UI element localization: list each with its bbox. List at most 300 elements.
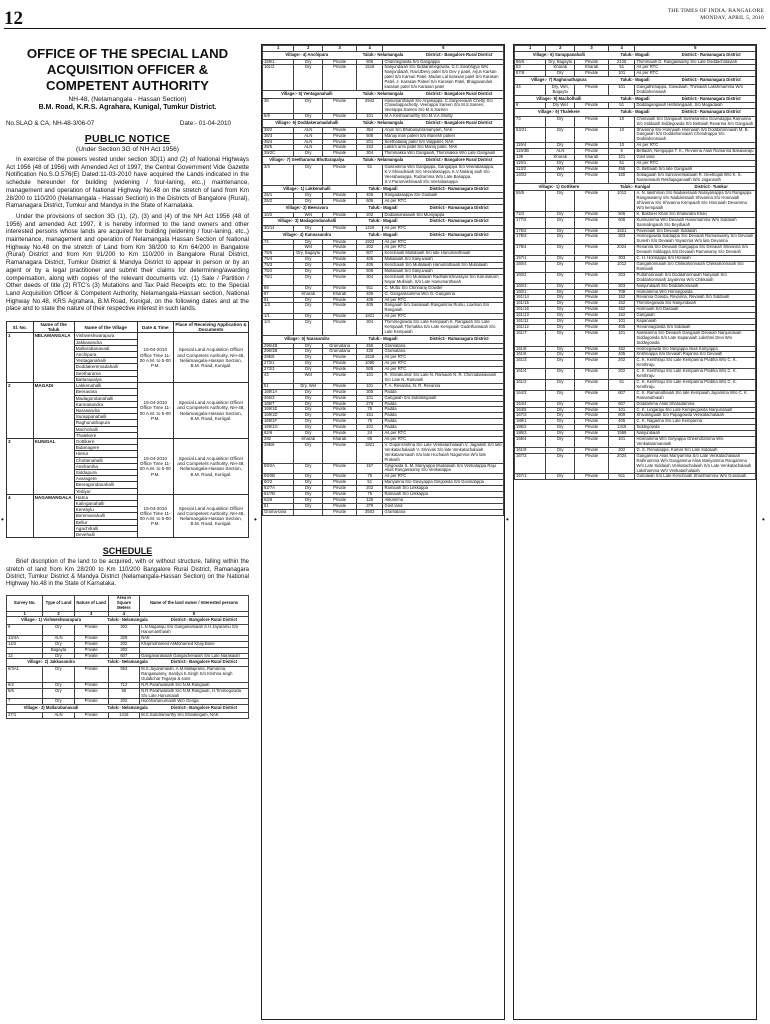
land-nature: Gramatana	[323, 343, 357, 349]
survey-number: 167/3	[515, 413, 546, 419]
village-group-header	[263, 157, 504, 165]
group-district: District:- Ramanagara District	[681, 77, 741, 83]
office-title	[6, 46, 249, 94]
land-nature: Private	[323, 226, 357, 232]
land-nature: Private	[575, 245, 609, 256]
land-type: Dry, Wet, Bagaytu	[546, 84, 575, 95]
survey-number: 62/7B	[263, 492, 294, 498]
survey-row	[7, 625, 249, 636]
survey-number: 75/2	[263, 269, 294, 275]
land-area: 506	[356, 269, 383, 275]
land-area: 126	[356, 497, 383, 503]
land-nature: Private	[575, 228, 609, 234]
survey-row	[515, 191, 756, 212]
land-type: Wet	[546, 166, 575, 172]
land-type: ALN	[294, 127, 323, 133]
land-nature: Private	[323, 257, 357, 263]
village-name: Hatna	[74, 494, 137, 500]
village-group-header	[263, 90, 504, 98]
owner-names: Kenchaiah S/o Mullalaiah Hanumathaiah S/o Mullalaiah	[383, 263, 504, 269]
owner-names: C. K. Ramanathaiah S/o late Kempaiah Jayamma W/o C. K. Ramanathaiah	[635, 390, 756, 401]
group-cell	[515, 183, 756, 191]
survey-number: 43	[263, 373, 294, 384]
survey-number: 1/3	[263, 303, 294, 314]
village-group-header	[263, 185, 504, 193]
land-type: Dry	[546, 272, 575, 283]
land-nature: Private	[323, 303, 357, 314]
survey-number: 157/1	[515, 256, 546, 262]
notice-date: Date:- 01-04-2010	[179, 120, 231, 127]
group-cell	[515, 77, 756, 85]
land-type: Dry	[546, 313, 575, 319]
land-type: Dry	[294, 463, 323, 474]
owner-names: Padda	[383, 425, 504, 431]
land-nature: Private	[575, 191, 609, 212]
village-group-header	[515, 109, 756, 117]
land-type: Dry	[294, 367, 323, 373]
survey-number: 266/3	[263, 395, 294, 401]
survey-number: 119/3B	[515, 149, 546, 155]
land-nature: Private	[323, 251, 357, 257]
group-village: Village:- 6) Doddakeramadahalli	[275, 120, 339, 126]
survey-number: Grama-tana	[263, 509, 294, 515]
schedule-column-3	[513, 44, 757, 1020]
owner-names: C. H. Honnappa S/o Honaiah	[635, 256, 756, 262]
survey-number: 38/4	[263, 139, 294, 145]
group-district: District:- Ramanagara District	[681, 95, 741, 101]
survey-number: 9	[7, 625, 43, 636]
land-area: 75	[356, 474, 383, 480]
land-nature: Private	[575, 84, 609, 95]
land-type: Dry	[546, 401, 575, 407]
group-cell	[7, 705, 249, 713]
land-area: 606	[356, 199, 383, 205]
survey-number: 169/1E	[263, 407, 294, 413]
colnum-4: 4	[356, 46, 383, 52]
village-name: Beeragondanahalli	[74, 482, 137, 488]
land-nature: Private	[575, 390, 609, 401]
land-type: Dry	[546, 352, 575, 358]
owner-names: Gangathimappa, Gowdaiah, Thimaiah Lakshmamma W/o Doddahonnaiah	[635, 84, 756, 95]
survey-row	[263, 274, 504, 285]
land-area: 202	[356, 486, 383, 492]
land-type: Dry	[294, 65, 323, 91]
survey-number: 75/1	[263, 274, 294, 285]
owner-names: A. N. lakshman S/o Nadukeraiah Narayanappa S/o Rangappa Rangaswamy S/o Nadukeraiah Shivanna S/o Honnaiah Shivanna S/o Shivanna Kempaiah S/o Honnaiah Devamma W/o kempaiah	[635, 191, 756, 212]
survey-number: 38/3	[263, 133, 294, 139]
land-nature: Private	[575, 295, 609, 301]
survey-number: 161/6	[515, 352, 546, 358]
group-village: Village:- 7) Seetharama Bhuttarapalya	[269, 157, 345, 163]
survey-number: 164/4	[515, 401, 546, 407]
owner-names: As per RTC	[383, 431, 504, 437]
land-area: 201	[356, 139, 383, 145]
owner-names: Huchhahanumaiah W/o Genga	[140, 699, 249, 705]
survey-number: 296/6	[263, 442, 294, 463]
land-nature: Private	[323, 389, 357, 395]
group-village: Village:- 1) Vishweshwarapura	[20, 617, 82, 623]
land-area: 51	[356, 164, 383, 185]
land-area: 152	[608, 301, 635, 307]
land-nature: Private	[323, 297, 357, 303]
land-nature: Private	[323, 407, 357, 413]
land-area: 405	[356, 303, 383, 314]
owner-names: Padda	[383, 419, 504, 425]
land-type: Dry	[294, 59, 323, 65]
group-cell	[263, 51, 504, 59]
group-village: Village:- 1) Gottikere	[538, 183, 580, 189]
owner-names: Mullalaiah S/o Sanjuvaiah	[383, 257, 504, 263]
land-type: Dry	[294, 503, 323, 509]
survey-number: 167/1	[515, 474, 546, 480]
village-sl-no: 3	[7, 438, 34, 494]
land-nature: Gramatana	[323, 349, 357, 355]
group-district: District:- Ramanagara District	[681, 51, 741, 57]
land-area: 1569	[608, 431, 635, 437]
land-nature: Private	[74, 647, 108, 653]
land-type: Dry	[546, 234, 575, 245]
owner-names: Thimmegowda S/o Late Kempaiah K. Rangaiah S/o Late Kempaiah Thimakka S/o Late Kempaiah Gudethamaiah S/o Late Kempaiah	[383, 320, 504, 336]
owner-names: As per RTC	[383, 297, 504, 303]
land-nature: Private	[323, 245, 357, 251]
land-type: Dry	[294, 401, 323, 407]
survey-row	[515, 261, 756, 272]
group-district: District:- Ramanagara District	[429, 218, 489, 224]
village-name: Machohalli	[74, 426, 137, 432]
land-area: 157	[356, 463, 383, 474]
group-taluk: Taluk:- Nelamangala	[362, 90, 404, 96]
survey-number: 5/9	[263, 114, 294, 120]
survey-number: 14/2	[7, 641, 43, 647]
group-village: Village:- 5) Yentaganahalli	[281, 90, 333, 96]
group-taluk: Taluk:- Magadi	[368, 204, 398, 210]
survey-number: 292	[263, 437, 294, 443]
land-nature: Private	[323, 239, 357, 245]
land-type: Dry	[294, 442, 323, 463]
owner-names: Khajimohamed AliMohamed Khaji Bane	[140, 641, 249, 647]
owner-names: N.R.Parahwanath S/o N.M.Rangaiah	[140, 682, 249, 688]
survey-number: 25/2	[263, 199, 294, 205]
group-district: District:- Bangalore Rural District	[425, 120, 493, 126]
land-type: Dry	[546, 283, 575, 289]
land-area: 152	[356, 145, 383, 151]
land-nature: Private	[74, 667, 108, 683]
land-nature: Private	[575, 256, 609, 262]
group-district: District:- Ramanagara District	[429, 204, 489, 210]
village-sl-no: 4	[7, 494, 34, 537]
village-table-header	[7, 322, 249, 333]
land-type: Kharab	[546, 155, 575, 161]
group-cell	[515, 95, 756, 103]
land-area: 303	[608, 283, 635, 289]
land-nature: Private	[575, 59, 609, 65]
land-area: 304	[356, 320, 383, 336]
survey-number: 160/1	[515, 289, 546, 295]
land-nature: Private	[74, 641, 108, 647]
owner-names: Honnegowda Siddappa S/o Devaiah Ramaswamy S/o Devaiah Suresh S/o Devaiah Yayamma W/o late Devanna	[635, 234, 756, 245]
group-district: District:- Bangalore Rural District	[425, 90, 493, 96]
col-owner: Name of the land owner / Interested persons	[140, 595, 249, 611]
owner-names: C. K. Naganna S/o Late Kempanna	[635, 419, 756, 425]
land-type: Dry	[294, 389, 323, 395]
land-nature: Private	[74, 625, 108, 636]
owner-names: As per RTC	[383, 361, 504, 367]
land-area: 10	[608, 143, 635, 149]
land-nature: Private	[575, 160, 609, 166]
notice-paragraph-2: Under the provisions of section 3G (1), (2), (3) and (4) of the NH Act 1956 (48 of 1956) and amended Act 1997, it is hereby informed to the land owners and other interested persons whose lands are acquired for building (widening / four-laning, etc.,) maintenance, management and operation of Nelamangala Hassan Section of National Highway No.48 on the stretch of Land from Km 38/200 to Km 64/200 in Bangalore (Rural) District and from Km 91/200 to Km 110/200 in Bangalore Rural District, Ramanagara District, Tumkur District & Mandya District to appear in person or by an agent or by a legal practitioner and submit their claims for determining/awarding compensation, along with copies of the relevant documents viz. (1) Sale / Partition / Other deeds of title (2) RTC's (3) Mutations and Tax Paid Receipts etc. to the Special Land Acquisition Officer & Competent Authority, Nelamangala-Hassan section, National Highway No.48, KRS Agrahara, B.M.Road, Kunigal, on the following dates and at the place and to state the nature of their respective interest in such lands.	[6, 212, 249, 313]
land-nature: Private	[74, 699, 108, 705]
group-taluk: Taluk:- Magadi	[368, 231, 398, 237]
land-nature: Private	[323, 139, 357, 145]
land-type: Dry	[546, 191, 575, 212]
owner-names: Honnamma W/o Honnegowda	[635, 289, 756, 295]
survey-number: 296/4B	[263, 343, 294, 349]
land-type: Dry	[294, 226, 323, 232]
land-area: 101	[608, 71, 635, 77]
owner-names: N.R.Parahwanath S/o N.M.Rangaiah, H.Timmegowda S/o Late.Hanumaiah	[140, 688, 249, 699]
land-nature: Private	[575, 127, 609, 143]
owner-names: Chinnaiah S/o Gangaiah Sushelamma Govindappa Ramanna S/o Siddaiah Siddegowda S/o Bettaiah Revanna S/o Gangaiah	[635, 116, 756, 127]
land-area: 607	[356, 251, 383, 257]
village-name: Surappanahalli	[74, 414, 137, 420]
owner-names: Govt land	[635, 155, 756, 161]
survey-number: 161/12	[515, 324, 546, 330]
owner-names: Gangaiah	[635, 313, 756, 319]
survey-number: 119/4	[515, 143, 546, 149]
owner-names: Doddanarasaiah S/o Muniyappa	[383, 212, 504, 218]
survey-number: 59/2B	[263, 474, 294, 480]
land-nature: Kharab	[323, 437, 357, 443]
under-section: (Under Section 3G of NH Act 1956)	[76, 146, 179, 153]
group-cell	[263, 90, 504, 98]
land-type: Dry	[294, 419, 323, 425]
owner-names: As per RTC	[383, 474, 504, 480]
land-area: 66	[356, 437, 383, 443]
survey-row	[515, 380, 756, 391]
village-date-time: 15-04-2010 Office Time 11-00 A.M. to 5-00 P.M.	[137, 383, 173, 439]
land-type: Dry	[546, 369, 575, 380]
land-nature: Kharab	[575, 65, 609, 71]
survey-number: 159/1	[263, 59, 294, 65]
land-nature: Private	[323, 486, 357, 492]
colnum-5: 5	[140, 611, 249, 617]
land-area: 101	[356, 383, 383, 389]
survey-number: 189/1	[515, 419, 546, 425]
office-subtitle: NH-48, (Nelamangala - Hassan Section)	[68, 96, 187, 103]
land-area: 405	[356, 263, 383, 269]
village-name: Lakkenahalli	[74, 383, 137, 389]
survey-number: 178/4	[515, 245, 546, 256]
survey-table-col3	[514, 45, 756, 480]
land-area: 10	[608, 127, 635, 143]
survey-row	[263, 373, 504, 384]
survey-row	[7, 688, 249, 699]
land-nature: Private	[575, 166, 609, 172]
land-area: 101	[608, 319, 635, 325]
village-taluk: NELAMANGALA	[33, 333, 74, 383]
reference-number: No.SLAO & CA, NH-48-3/06-07	[6, 120, 95, 127]
land-nature: Private	[575, 380, 609, 391]
land-nature: Private	[575, 369, 609, 380]
survey-number: 39/2C	[263, 151, 294, 157]
land-area: 505	[356, 367, 383, 373]
land-nature: Private	[575, 116, 609, 127]
land-area: 1315	[608, 425, 635, 431]
owner-names: V. Gopal krishna S/o Late Venkatachalaiah V. Jagadish S/o late Venkatachalaiah V. Srinivas S/o late Venkatachalaiah Venkataramaiah S/o late Huchaiah Nagamma W/o late Prakash	[384, 442, 502, 462]
margin-dot-left: •	[1, 515, 4, 524]
group-taluk: Taluk:- Nelamangala	[362, 157, 404, 163]
survey-number: 164/5	[515, 407, 546, 413]
survey-row	[515, 245, 756, 256]
survey-row	[263, 442, 504, 463]
land-area: 160	[608, 172, 635, 183]
village-name: Gottikere	[74, 438, 137, 444]
owner-names: G. Gangarasamma W/o G. Ganganna	[383, 291, 504, 297]
survey-number: 3/3	[263, 164, 294, 185]
land-nature: Private	[575, 407, 609, 413]
col-area: Area in Square Meters	[108, 595, 139, 611]
village-sl-no: 1	[7, 333, 34, 383]
col-place: Place of Receiving Application & Documents	[175, 322, 247, 333]
owner-names: T. A. Revanna, N. R. Revanna	[383, 383, 504, 389]
land-area: 379	[356, 503, 383, 509]
masthead-paper: THE TIMES OF INDIA, BANGALORE	[667, 8, 764, 14]
village-group-header	[263, 204, 504, 212]
land-type: Wet	[294, 212, 323, 218]
survey-number: 73	[515, 116, 546, 127]
land-nature: Private	[323, 419, 357, 425]
land-nature: Private	[575, 324, 609, 330]
owner-names: M.C.Sundramurthy S/o Shivalingam, NAK	[140, 712, 249, 718]
survey-number: 6	[515, 103, 546, 109]
village-name: Mallarabanavadi	[74, 345, 137, 351]
group-cell	[263, 335, 504, 343]
owner-names: As per RTC	[383, 199, 504, 205]
owner-names: Akkamma	[383, 497, 504, 503]
land-area: 1080	[356, 361, 383, 367]
masthead-date: MONDAY, APRIL 5, 2010	[700, 14, 764, 21]
land-area: 911	[608, 474, 635, 480]
land-type: Dry	[294, 395, 323, 401]
colnum-3: 3	[323, 46, 357, 52]
colnum-1: 1	[7, 611, 43, 617]
group-cell	[263, 157, 504, 165]
land-type: Dry	[546, 437, 575, 448]
survey-number: 161/4	[515, 369, 546, 380]
survey-number: 169/1F	[263, 419, 294, 425]
land-nature: Private	[575, 217, 609, 228]
colnum-1: 1	[515, 46, 546, 52]
land-nature: Private	[323, 373, 357, 384]
land-area: 1416	[356, 226, 383, 232]
colnum-4: 4	[608, 46, 635, 52]
group-cell	[515, 51, 756, 59]
land-type: Dry	[546, 160, 575, 166]
col-type-of-land: Type of Land	[43, 595, 74, 611]
survey-number: 186/2	[515, 425, 546, 431]
group-village: Village:- 4) Anchipura	[285, 51, 329, 57]
land-type: Dry	[294, 303, 323, 314]
land-nature: Private	[323, 320, 357, 336]
office-title-line2: ACQUISITION OFFICER &	[46, 62, 209, 77]
land-type: Dry	[546, 319, 575, 325]
group-cell	[263, 204, 504, 212]
land-type: Dry	[546, 307, 575, 313]
land-type: Dry	[546, 431, 575, 437]
land-type: Dry	[546, 228, 575, 234]
group-cell	[515, 109, 756, 117]
survey-number: 161/8	[515, 346, 546, 352]
survey-number: 186/3	[515, 431, 546, 437]
owner-names: Kenchaiah S/o Mullalaiah Radhakrishnarayar S/o Karunakarn Nayar Mullaiah, S/o Late Hanumanthaiah	[383, 274, 504, 285]
land-type: Dry	[294, 425, 323, 431]
survey-number: 161/16	[515, 307, 546, 313]
land-area: 101	[608, 330, 635, 346]
land-type: Dry	[546, 358, 575, 369]
land-type: Dry	[43, 688, 74, 699]
village-place: Special Land Acquisition Officer and Competent Authority, NH-48, Nelamangala-Hassan Section, B.M. Road, Kunigal.	[173, 438, 248, 494]
land-type: Dry	[294, 199, 323, 205]
land-area: 809	[608, 413, 635, 419]
land-type: Dry	[294, 320, 323, 336]
land-nature: Private	[575, 234, 609, 245]
land-area: 101	[608, 407, 635, 413]
owner-names: As per RTC	[383, 245, 504, 251]
land-area: 202	[608, 358, 635, 369]
survey-number: 296/5	[263, 355, 294, 361]
village-name: Siddapura	[74, 469, 137, 475]
land-type: Dry	[294, 151, 323, 157]
owner-names: Ramaiah S/o Lekkappa	[383, 492, 504, 498]
land-type: Dry, Bagaytu	[294, 251, 323, 257]
land-type: Dry	[294, 361, 323, 367]
land-area: 506	[356, 133, 383, 139]
land-type: Dry	[546, 425, 575, 431]
land-type: ALN	[43, 635, 74, 641]
land-area: 51	[608, 103, 635, 109]
village-name: Chottenahalli	[74, 457, 137, 463]
group-taluk: Taluk:- Magadi	[620, 77, 650, 83]
land-area: 405	[608, 419, 635, 425]
group-taluk: Taluk:- Nelamangala	[362, 51, 404, 57]
owner-names: Channegowda S/o Gangappa	[383, 59, 504, 65]
owner-names: Shivalingaiah S/o Papagowda Venkatachalaiah	[635, 413, 756, 419]
survey-number: 161/2	[515, 380, 546, 391]
village-group-header	[515, 95, 756, 103]
land-nature: Private	[323, 193, 357, 199]
page-number: 12	[4, 8, 23, 29]
land-area: 1518	[356, 355, 383, 361]
survey-row	[263, 509, 504, 515]
survey-row	[515, 127, 756, 143]
group-district: District:- Bangalore Rural District	[425, 51, 493, 57]
survey-number: 273/3	[263, 367, 294, 373]
land-type: Kharab	[294, 291, 323, 297]
group-village: Village:- 3) Mallarabanavadi	[23, 705, 79, 711]
land-nature: Private	[323, 480, 357, 486]
land-type: Dry	[43, 653, 74, 659]
survey-row	[515, 437, 756, 448]
land-area: 305	[356, 389, 383, 395]
group-village: Village:- 2) Jakkasandra	[27, 659, 75, 665]
land-area: 354	[356, 127, 383, 133]
land-type: Wet	[294, 373, 323, 384]
land-nature: Kharab	[575, 155, 609, 161]
owner-names: Seethalaivaj patel S/o Valjipatel, NAK	[383, 139, 504, 145]
group-cell	[263, 231, 504, 239]
land-area: 405	[608, 324, 635, 330]
land-type: Dry	[294, 269, 323, 275]
